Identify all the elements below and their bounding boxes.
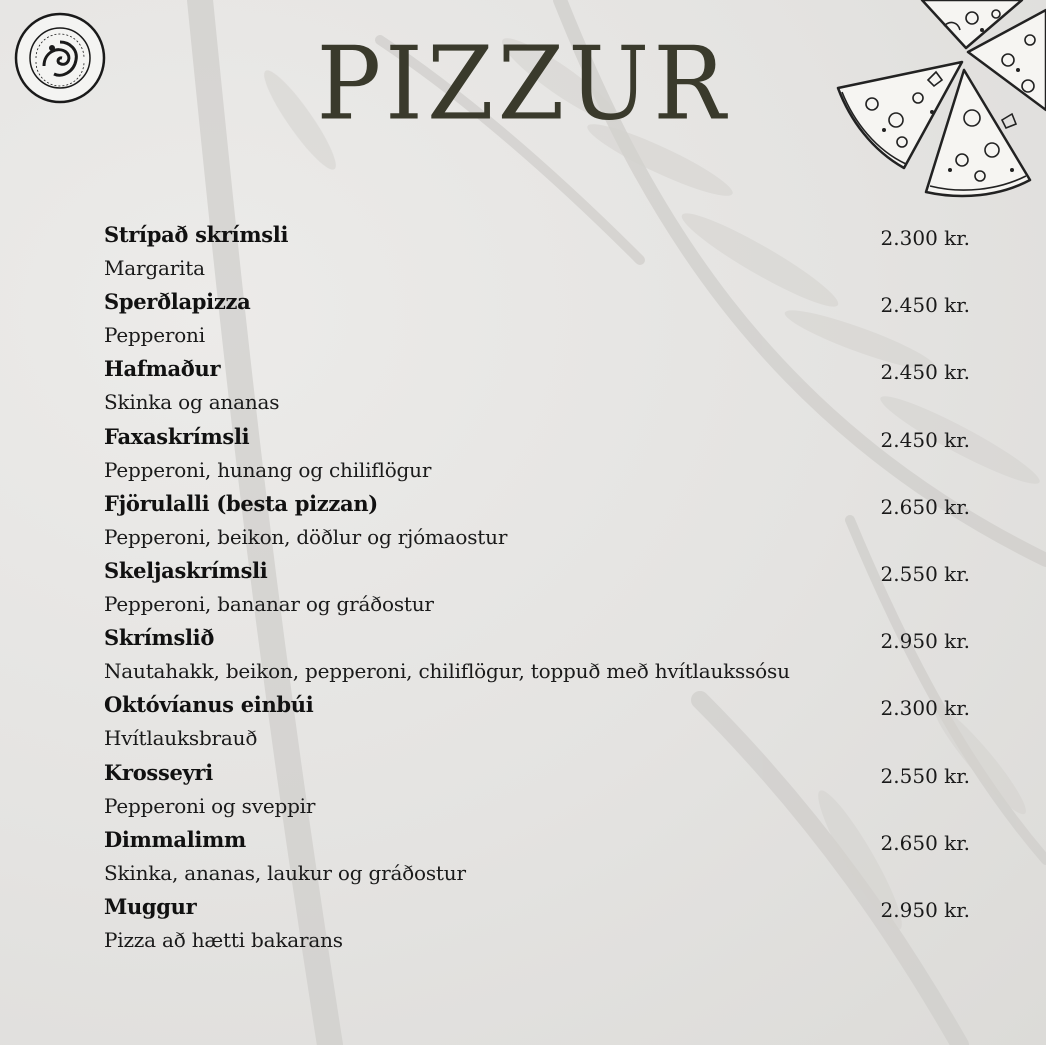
pizza-name: Hafmaður	[104, 356, 221, 382]
menu-item	[104, 760, 974, 827]
pizza-name: Strípað skrímsli	[104, 222, 289, 247]
pizza-description: Nautahakk, beikon, pepperoni, chiliflögur, toppuð með hvítlaukssósu	[104, 659, 790, 684]
pizza-description: Pepperoni, hunang og chiliflögur	[104, 457, 432, 482]
menu-item	[104, 222, 974, 289]
pizza-price: 2.450 kr.	[880, 427, 970, 452]
pizza-price: 2.950 kr.	[880, 897, 970, 922]
pizza-name: Skeljaskrímsli	[104, 557, 268, 583]
pizza-price: 2.550 kr.	[880, 561, 970, 586]
pizza-slices-illustration	[832, 0, 1046, 200]
menu-item	[104, 827, 974, 894]
pizza-name: Sperðlapizza	[104, 289, 251, 315]
pizza-description: Hvítlauksbrauð	[104, 726, 258, 751]
pizza-name: Októvíanus einbúi	[104, 692, 314, 718]
pizza-price: 2.650 kr.	[880, 494, 970, 519]
menu-item	[104, 424, 974, 491]
pizza-description: Pepperoni	[104, 323, 205, 348]
pizza-description: Pizza að hætti bakarans	[104, 927, 343, 952]
pizza-description: Pepperoni, bananar og gráðostur	[104, 591, 434, 616]
pizza-price: 2.550 kr.	[880, 763, 970, 788]
menu-item	[104, 625, 974, 692]
pizza-price: 2.650 kr.	[880, 830, 970, 855]
page-title: PIZZUR	[316, 25, 730, 143]
pizza-price: 2.950 kr.	[880, 629, 970, 654]
menu-item	[104, 894, 974, 961]
pizza-name: Fjörulalli (besta pizzan)	[104, 490, 378, 516]
menu-item	[104, 558, 974, 625]
pizza-name: Skrímslið	[104, 625, 215, 651]
pizza-description: Skinka og ananas	[104, 390, 280, 415]
menu-item	[104, 356, 974, 423]
pizza-name: Faxaskrímsli	[104, 423, 250, 449]
pizza-name: Krosseyri	[104, 759, 213, 785]
pizza-price: 2.450 kr.	[880, 360, 970, 385]
pizza-price: 2.450 kr.	[880, 293, 970, 318]
menu-item	[104, 692, 974, 759]
menu-item	[104, 289, 974, 356]
menu-item	[104, 491, 974, 558]
pizza-description: Pepperoni, beikon, döðlur og rjómaostur	[104, 524, 508, 549]
pizza-name: Dimmalimm	[104, 826, 246, 852]
pizza-description: Pepperoni og sveppir	[104, 793, 316, 818]
pizza-price: 2.300 kr.	[880, 696, 970, 721]
pizza-menu-list	[104, 222, 974, 961]
pizza-description: Skinka, ananas, laukur og gráðostur	[104, 860, 466, 885]
pizza-description: Margarita	[104, 256, 205, 280]
pizza-name: Muggur	[104, 893, 197, 919]
pizza-price: 2.300 kr.	[880, 226, 970, 250]
